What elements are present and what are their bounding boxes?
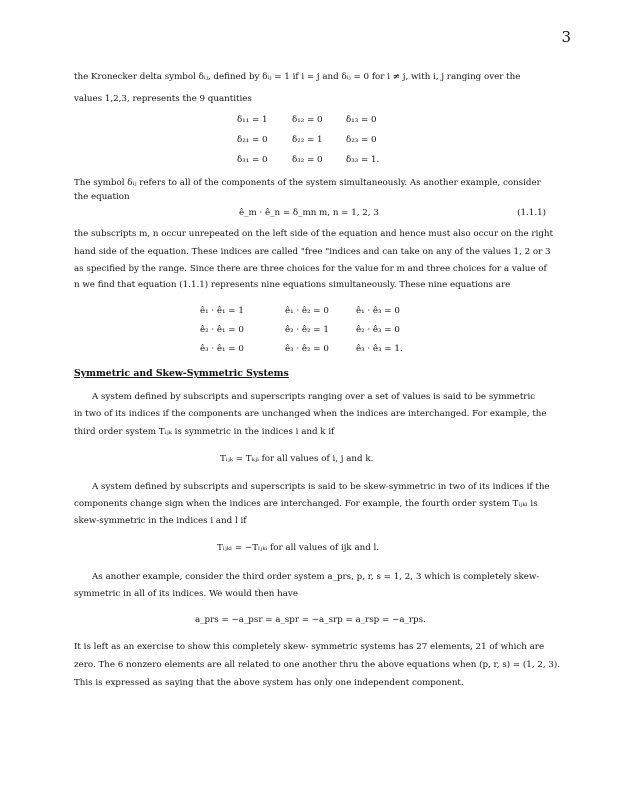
- unit-eq-31: ê₃ · ê₁ = 0: [200, 344, 244, 354]
- delta-31: δ₃₁ = 0: [237, 155, 268, 165]
- equation-symmetric: Tᵢⱼₖ = Tₖⱼᵢ for all values of i, j and k.: [220, 454, 374, 464]
- delta-22: δ₂₂ = 1: [292, 135, 323, 145]
- final-line-1: It is left as an exercise to show this completely skew- symmetric systems has 27 elements, 21 of which are: [74, 642, 545, 652]
- delta-32: δ₃₂ = 0: [292, 155, 323, 165]
- unit-eq-32: ê₃ · ê₂ = 0: [285, 344, 329, 354]
- unit-eq-33: ê₃ · ê₃ = 1.: [356, 344, 403, 354]
- another-line-2: symmetric in all of its indices. We would then have: [74, 589, 298, 599]
- unit-eq-22: ê₂ · ê₂ = 1: [285, 325, 329, 335]
- subscripts-line-4: n we find that equation (1.1.1) represents nine equations simultaneously. These nine equations are: [74, 280, 511, 290]
- delta-23: δ₂₃ = 0: [346, 135, 377, 145]
- section-heading: Symmetric and Skew-Symmetric Systems: [74, 368, 289, 379]
- subscripts-line-3: as specified by the range. Since there are three choices for the value for m and three choices for a value of: [74, 264, 547, 274]
- sym-line-2: in two of its indices if the components are unchanged when the indices are interchanged. For example, the: [74, 409, 547, 419]
- unit-eq-11: ê₁ · ê₁ = 1: [200, 306, 244, 316]
- unit-eq-12: ê₁ · ê₂ = 0: [285, 306, 329, 316]
- skew-line-3: skew-symmetric in the indices i and l if: [74, 516, 247, 526]
- another-line-1: As another example, consider the third order system a_prs, p, r, s = 1, 2, 3 which is completely skew-: [92, 572, 540, 582]
- intro-line-2: values 1,2,3, represents the 9 quantities: [74, 94, 252, 104]
- unit-eq-23: ê₂ · ê₃ = 0: [356, 325, 400, 335]
- equation-skew: Tᵢⱼₖₗ = −Tₗⱼₖᵢ for all values of ijk and l.: [217, 543, 380, 553]
- delta-33: δ₃₃ = 1.: [346, 155, 380, 165]
- skew-line-1: A system defined by subscripts and superscripts is said to be skew-symmetric in two of its indices if the: [92, 482, 550, 492]
- subscripts-line-1: the subscripts m, n occur unrepeated on the left side of the equation and hence must also occur on the right: [74, 229, 554, 239]
- unit-eq-13: ê₁ · ê₃ = 0: [356, 306, 400, 316]
- sym-line-3: third order system Tᵢⱼₖ is symmetric in the indices i and k if: [74, 427, 335, 437]
- symbol-line-1: The symbol δᵢⱼ refers to all of the components of the system simultaneously. As another example, consider: [74, 178, 541, 188]
- delta-12: δ₁₂ = 0: [292, 115, 323, 125]
- sym-line-1: A system defined by subscripts and superscripts ranging over a set of values is said to be symmetric: [92, 392, 536, 402]
- final-line-2: zero. The 6 nonzero elements are all related to one another thru the above equations when (p, r, s) = (1, 2, 3).: [74, 660, 561, 670]
- unit-eq-21: ê₂ · ê₁ = 0: [200, 325, 244, 335]
- delta-13: δ₁₃ = 0: [346, 115, 377, 125]
- page-number: 3: [561, 28, 571, 46]
- equation-number: (1.1.1): [517, 208, 546, 218]
- delta-21: δ₂₁ = 0: [237, 135, 268, 145]
- skew-line-2: components change sign when the indices are interchanged. For example, the fourth order system Tᵢⱼₖₗ is: [74, 499, 538, 509]
- delta-11: δ₁₁ = 1: [237, 115, 268, 125]
- intro-line-1: the Kronecker delta symbol δᵢⱼ, defined by δᵢⱼ = 1 if i = j and δᵢⱼ = 0 for i ≠ j, with i, j ranging over the: [74, 72, 521, 82]
- final-line-3: This is expressed as saying that the above system has only one independent component.: [74, 678, 464, 688]
- symbol-line-2: the equation: [74, 192, 130, 202]
- subscripts-line-2: hand side of the equation. These indices are called "free "indices and can take on any of the values 1, 2 or 3: [74, 247, 551, 257]
- equation-1-1-1: ê_m · ê_n = δ_mn m, n = 1, 2, 3: [239, 208, 379, 218]
- equation-a: a_prs = −a_psr = a_spr = −a_srp = a_rsp = −a_rps.: [195, 615, 426, 625]
